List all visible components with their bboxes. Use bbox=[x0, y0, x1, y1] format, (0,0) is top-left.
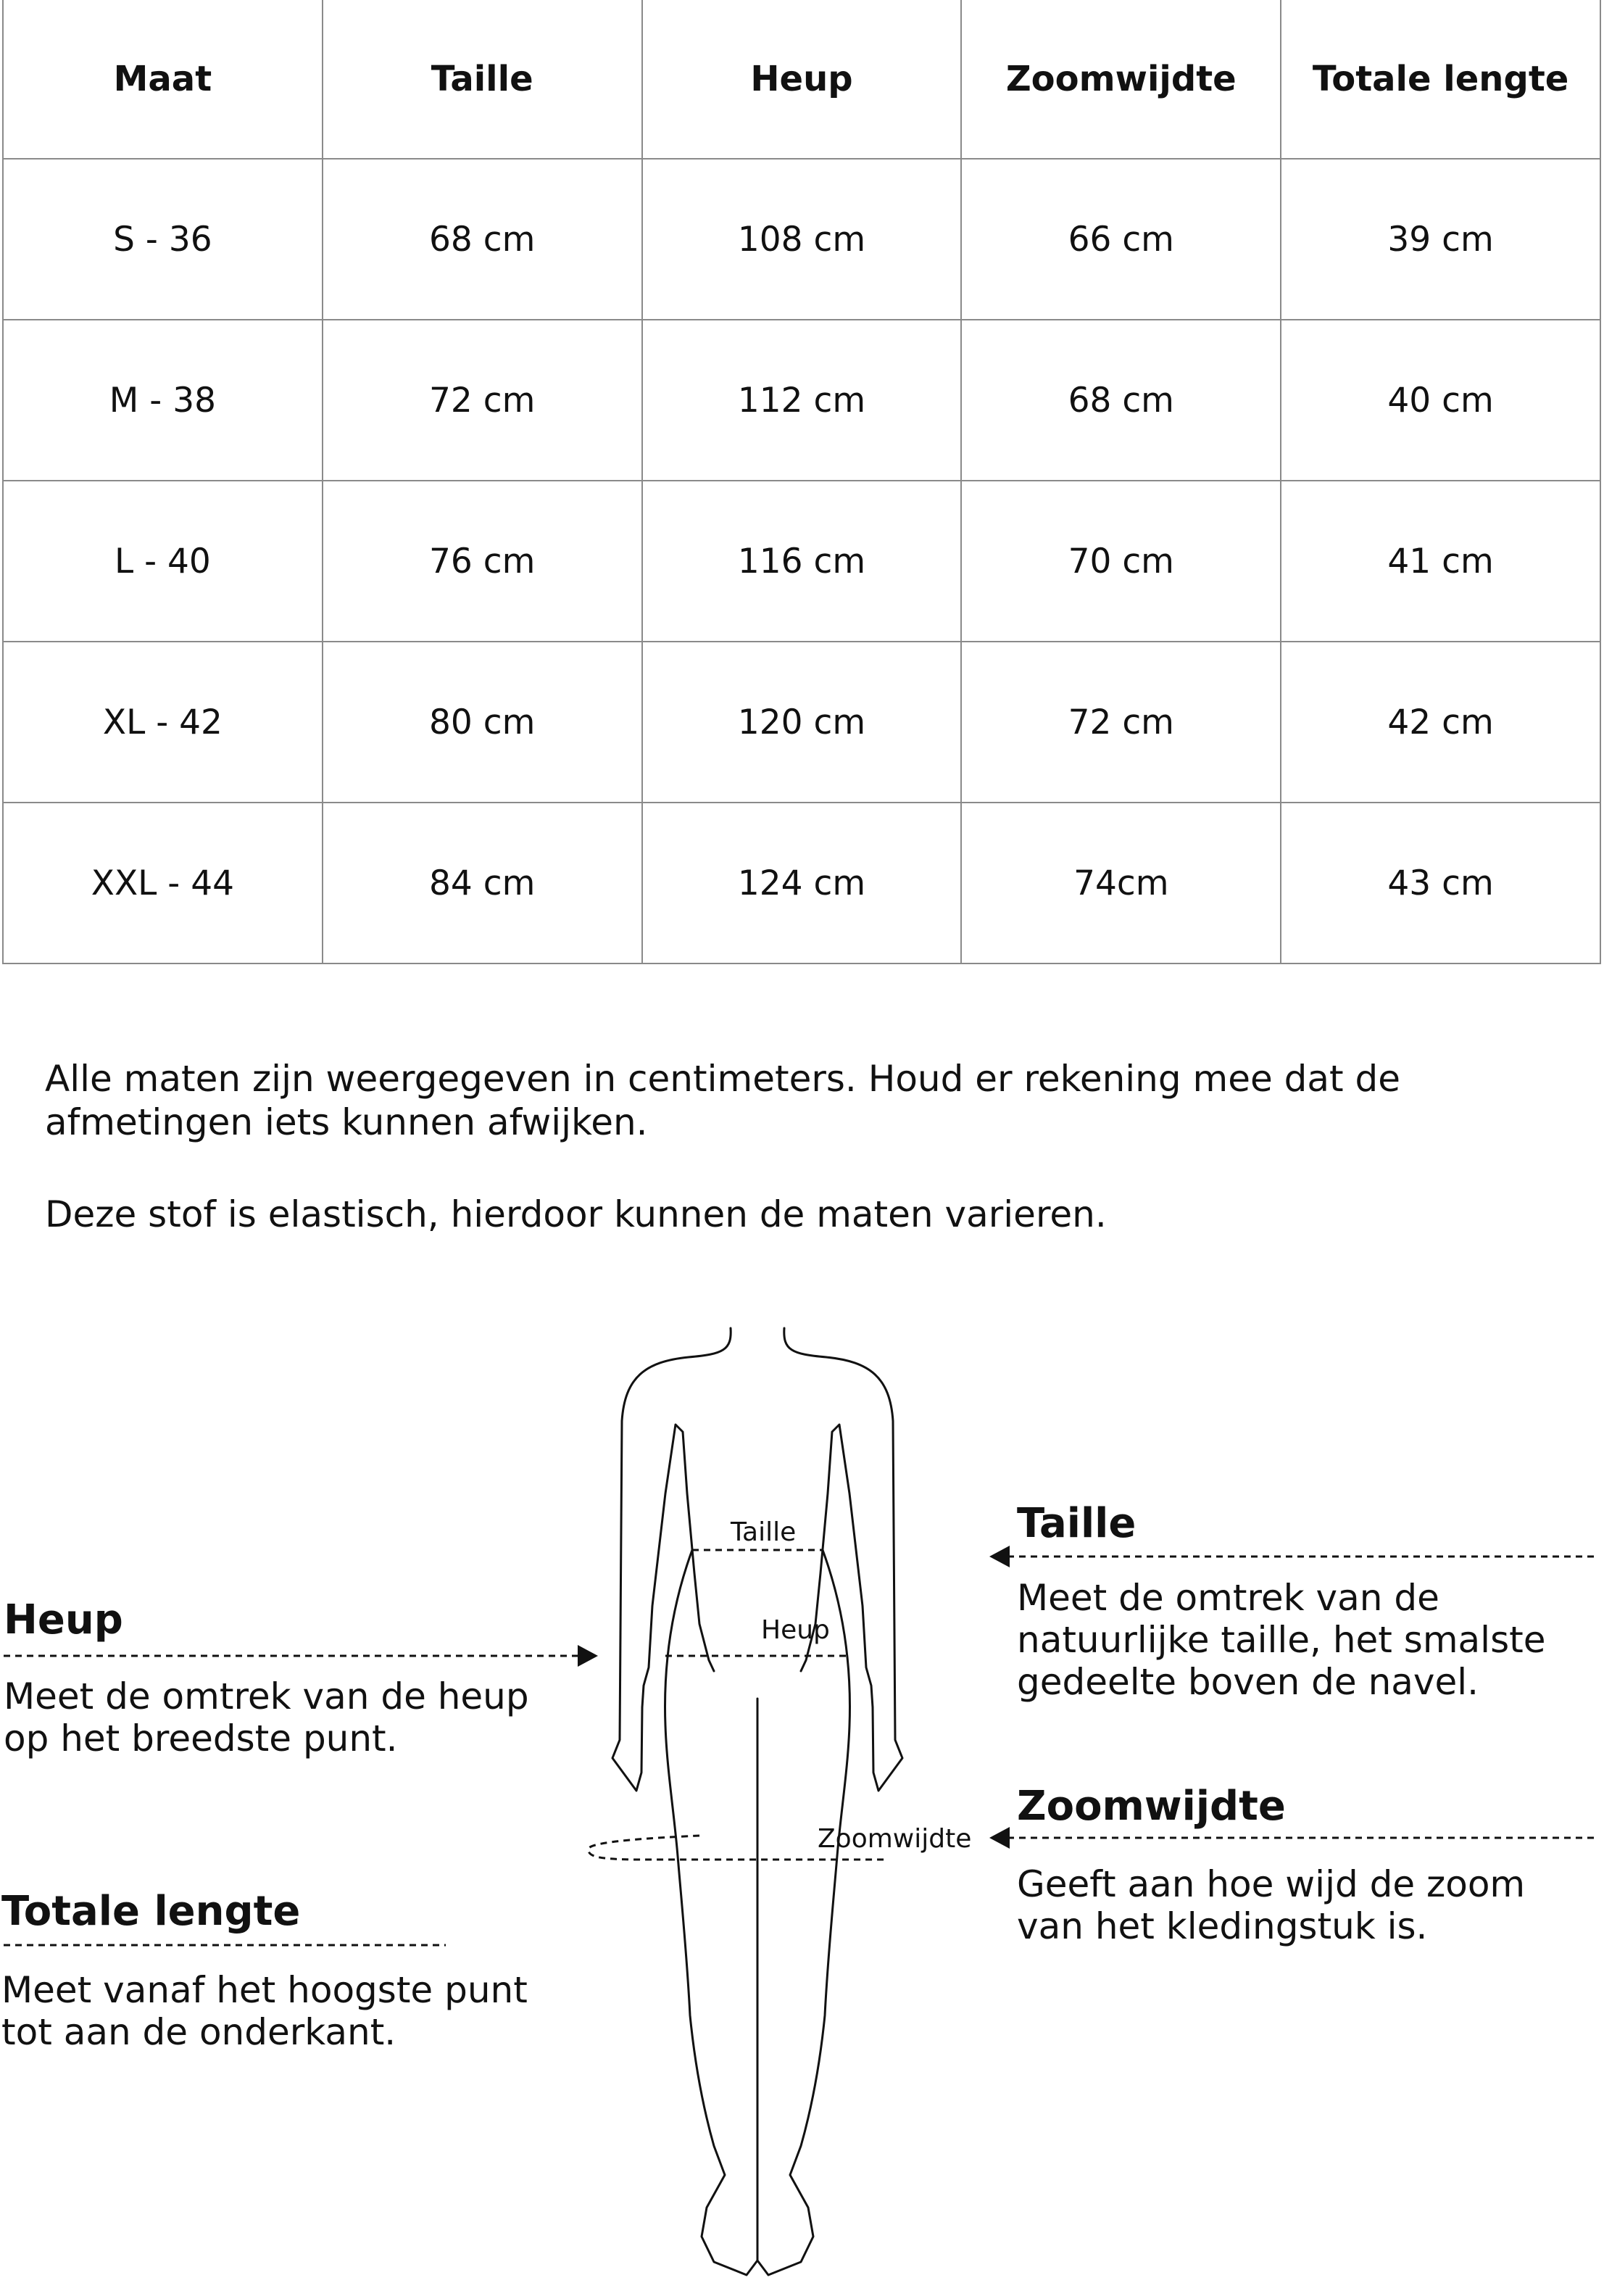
cell-maat: L - 40 bbox=[3, 481, 323, 642]
right-shoulder-arm bbox=[784, 1328, 902, 1791]
heup-desc-line-1: Meet de omtrek van de heup bbox=[4, 1675, 529, 1717]
left-shoulder-arm bbox=[612, 1328, 731, 1791]
cell-zoomwijdte: 70 cm bbox=[961, 481, 1281, 642]
note-line-1: Alle maten zijn weergegeven in centimeters. Houd er rekening mee dat de bbox=[45, 1058, 1400, 1100]
col-header-maat: Maat bbox=[3, 0, 323, 159]
note-line-2: afmetingen iets kunnen afwijken. bbox=[45, 1101, 648, 1143]
heup-arrow-icon bbox=[578, 1645, 598, 1667]
note-elastic: Deze stof is elastisch, hierdoor kunnen de maten varieren. bbox=[45, 1193, 1107, 1235]
heup-title: Heup bbox=[4, 1596, 123, 1644]
cell-totale-lengte: 40 cm bbox=[1281, 320, 1600, 481]
col-header-taille: Taille bbox=[323, 0, 642, 159]
cell-totale-lengte: 41 cm bbox=[1281, 481, 1600, 642]
taille-description bbox=[1017, 1577, 1546, 1703]
cell-maat: S - 36 bbox=[3, 159, 323, 320]
cell-zoomwijdte: 68 cm bbox=[961, 320, 1281, 481]
zoom-desc-line-1: Geeft aan hoe wijd de zoom bbox=[1017, 1863, 1526, 1905]
cell-totale-lengte: 43 cm bbox=[1281, 803, 1600, 963]
cell-totale-lengte: 39 cm bbox=[1281, 159, 1600, 320]
cell-maat: XXL - 44 bbox=[3, 803, 323, 963]
cell-zoomwijdte: 66 cm bbox=[961, 159, 1281, 320]
cell-heup: 124 cm bbox=[642, 803, 962, 963]
totale-lengte-description bbox=[1, 1969, 528, 2053]
taille-desc-line-2: natuurlijke taille, het smalste bbox=[1017, 1619, 1546, 1661]
right-body-leg bbox=[757, 1550, 850, 2275]
right-inner-arm bbox=[801, 1425, 873, 1707]
heup-description bbox=[4, 1675, 529, 1760]
heup-tag: Heup bbox=[761, 1615, 830, 1645]
cell-taille: 72 cm bbox=[323, 320, 642, 481]
cell-heup: 112 cm bbox=[642, 320, 962, 481]
cell-taille: 84 cm bbox=[323, 803, 642, 963]
col-header-heup: Heup bbox=[642, 0, 962, 159]
totale-desc-line-2: tot aan de onderkant. bbox=[1, 2011, 396, 2053]
left-body-leg bbox=[665, 1550, 757, 2275]
zoom-tag: Zoomwijdte bbox=[818, 1824, 972, 1854]
taille-arrow-icon bbox=[989, 1546, 1010, 1567]
col-header-totale-lengte: Totale lengte bbox=[1281, 0, 1600, 159]
body-outline bbox=[612, 1328, 902, 2275]
cell-heup: 116 cm bbox=[642, 481, 962, 642]
totale-lengte-title: Totale lengte bbox=[1, 1888, 301, 1935]
taille-desc-line-1: Meet de omtrek van de bbox=[1017, 1577, 1439, 1619]
taille-title: Taille bbox=[1017, 1500, 1136, 1547]
taille-tag: Taille bbox=[731, 1517, 797, 1547]
cell-taille: 80 cm bbox=[323, 642, 642, 803]
cell-heup: 120 cm bbox=[642, 642, 962, 803]
heup-desc-line-2: op het breedste punt. bbox=[4, 1717, 398, 1760]
cell-heup: 108 cm bbox=[642, 159, 962, 320]
col-header-zoomwijdte: Zoomwijdte bbox=[961, 0, 1281, 159]
zoom-arrow-icon bbox=[989, 1827, 1010, 1849]
zoomwijdte-description bbox=[1017, 1863, 1525, 1947]
zoom-desc-line-2: van het kledingstuk is. bbox=[1017, 1905, 1428, 1947]
cell-maat: M - 38 bbox=[3, 320, 323, 481]
cell-maat: XL - 42 bbox=[3, 642, 323, 803]
totale-desc-line-1: Meet vanaf het hoogste punt bbox=[1, 1969, 528, 2011]
cell-zoomwijdte: 74cm bbox=[961, 803, 1281, 963]
cell-totale-lengte: 42 cm bbox=[1281, 642, 1600, 803]
cell-taille: 68 cm bbox=[323, 159, 642, 320]
left-inner-arm bbox=[642, 1425, 714, 1707]
cell-zoomwijdte: 72 cm bbox=[961, 642, 1281, 803]
cell-taille: 76 cm bbox=[323, 481, 642, 642]
taille-desc-line-3: gedeelte boven de navel. bbox=[1017, 1661, 1479, 1703]
zoomwijdte-title: Zoomwijdte bbox=[1017, 1783, 1286, 1830]
